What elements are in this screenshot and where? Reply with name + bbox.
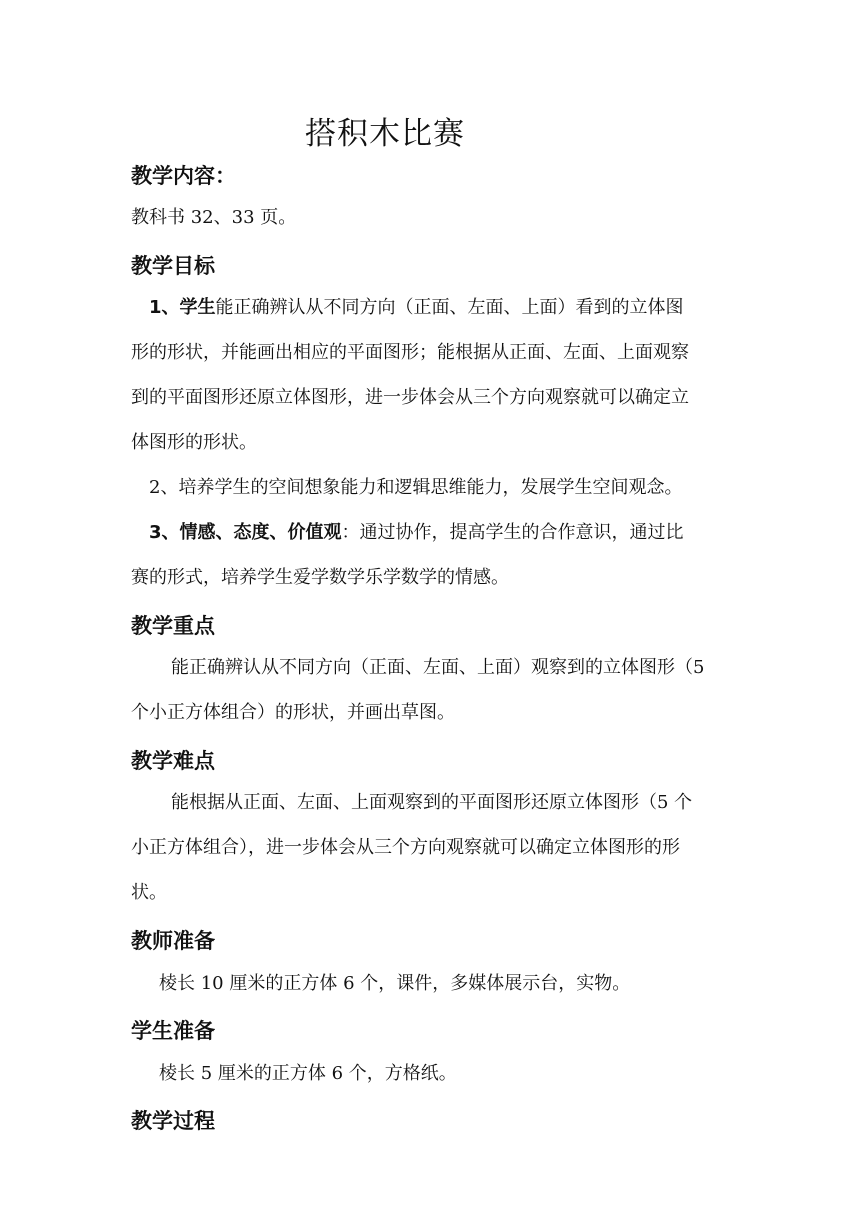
- difficulty-line-2: 小正方体组合），进一步体会从三个方向观察就可以确定立体图形的形: [131, 837, 680, 858]
- goal-1-text: 能正确辨认从不同方向（正面、左面、上面）看到的立体图: [215, 297, 684, 318]
- teacher-prep-line-1: 棱长 10 厘米的正方体 6 个，课件，多媒体展示台，实物。: [159, 973, 631, 994]
- section-heading-teacher-prep: 教师准备: [131, 929, 215, 953]
- goal-3-label: 3、情感、态度、价值观: [149, 522, 342, 543]
- section-heading-content: 教学内容：: [131, 164, 236, 188]
- goal-1-line-2: 形的形状，并能画出相应的平面图形；能根据从正面、左面、上面观察: [131, 342, 689, 363]
- section-heading-student-prep: 学生准备: [131, 1019, 215, 1043]
- section-heading-focus: 教学重点: [131, 614, 215, 638]
- document-title: 搭积木比赛: [305, 116, 465, 152]
- section-heading-goals: 教学目标: [131, 254, 215, 278]
- goal-3-line-2: 赛的形式，培养学生爱学数学乐学数学的情感。: [131, 567, 509, 588]
- goal-1-label: 1、学生: [149, 297, 216, 318]
- goal-1-line-4: 体图形的形状。: [131, 432, 257, 453]
- goal-1-line-1: [149, 297, 684, 319]
- student-prep-line-1: 棱长 5 厘米的正方体 6 个，方格纸。: [159, 1063, 457, 1084]
- goal-1-line-3: 到的平面图形还原立体图形，进一步体会从三个方向观察就可以确定立: [131, 387, 689, 408]
- difficulty-line-1: 能根据从正面、左面、上面观察到的平面图形还原立体图形（5 个: [171, 792, 693, 813]
- content-text: 教科书 32、33 页。: [131, 207, 297, 228]
- goal-3-line-1: [149, 522, 684, 544]
- difficulty-line-3: 状。: [131, 882, 167, 903]
- focus-line-2: 个小正方体组合）的形状，并画出草图。: [131, 702, 455, 723]
- goal-3-text: ：通过协作，提高学生的合作意识，通过比: [341, 522, 684, 543]
- focus-line-1: 能正确辨认从不同方向（正面、左面、上面）观察到的立体图形（5: [171, 657, 705, 678]
- section-heading-process: 教学过程: [131, 1109, 215, 1133]
- goal-2-line-1: 2、培养学生的空间想象能力和逻辑思维能力，发展学生空间观念。: [149, 477, 683, 498]
- section-heading-difficulty: 教学难点: [131, 749, 215, 773]
